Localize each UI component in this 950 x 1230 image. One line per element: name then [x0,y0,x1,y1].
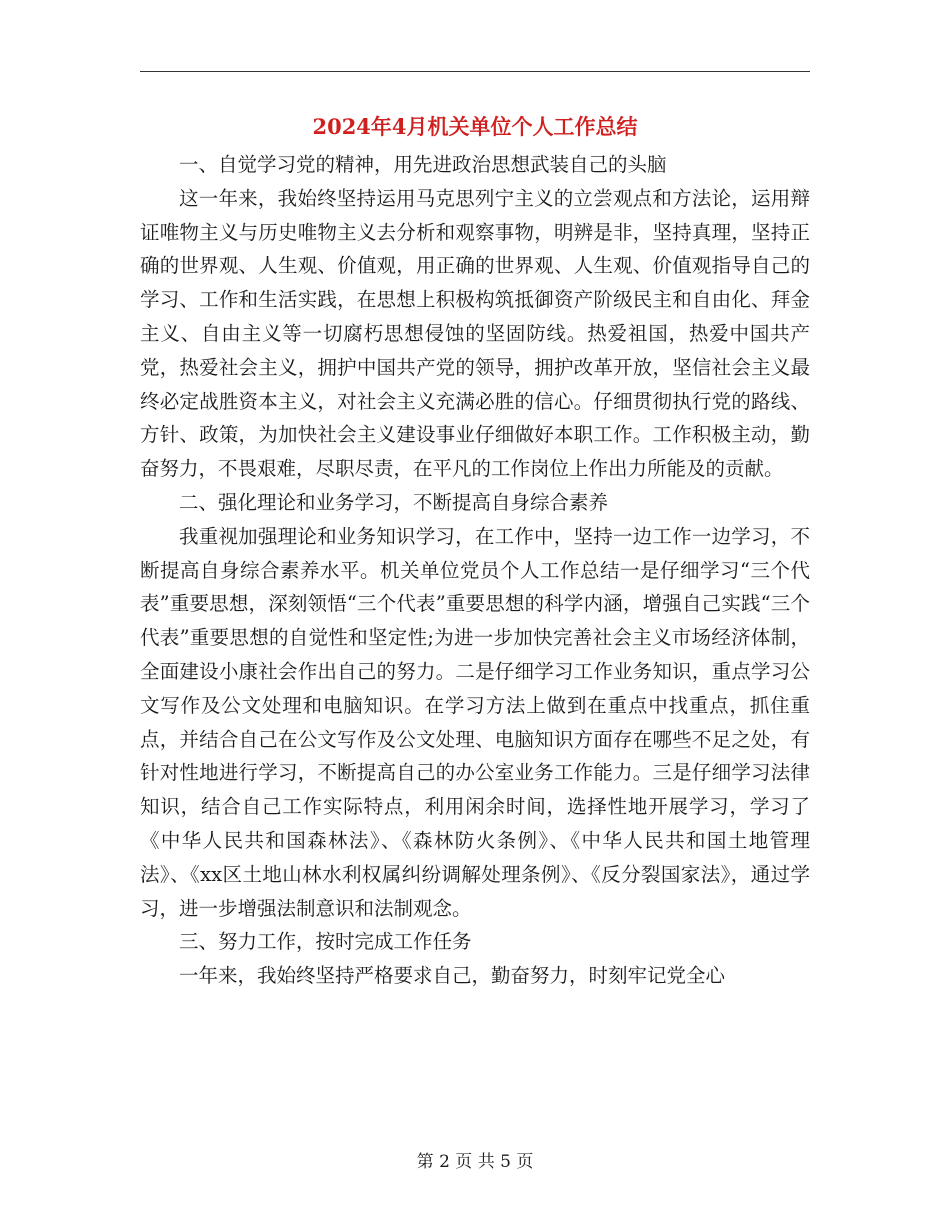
body-paragraph-3: 一年来，我始终坚持严格要求自己，勤奋努力，时刻牢记党全心 [179,964,726,988]
body-paragraph-1: 这一年来，我始终坚持运用马克思列宁主义的立尝观点和方法论，运用辩证唯物主义与历史唯物主义去分析和观察事物，明辨是非，坚持真理，坚持正确的世界观、人生观、价值观，用正确的世界观、人生观、价值观指导自己的学习、工作和生活实践，在思想上积极构筑抵御资产阶级民主和自由化、拜金主义、自由主义等一切腐朽思想侵蚀的坚固防线。热爱祖国，热爱中国共产党，热爱社会主义，拥护中国共产党的领导，拥护改革开放，坚信社会主义最终必定战胜资本主义，对社会主义充满必胜的信心。仔细贯彻执行党的路线、方针、政策，为加快社会主义建设事业仔细做好本职工作。工作积极主动，勤奋努力，不畏艰难，尽职尽责，在平凡的工作岗位上作出力所能及的贡献。 [140,186,810,481]
body-paragraph-2: 我重视加强理论和业务知识学习，在工作中，坚持一边工作一边学习，不断提高自身综合素养水平。机关单位党员个人工作总结一是仔细学习“三个代表”重要思想，深刻领悟“三个代表”重要思想的科学内涵，增强自己实践“三个代表”重要思想的自觉性和坚定性;为进一步加快完善社会主义市场经济体制，全面建设小康社会作出自己的努力。二是仔细学习工作业务知识，重点学习公文写作及公文处理和电脑知识。在学习方法上做到在重点中找重点，抓住重点，并结合自己在公文写作及公文处理、电脑知识方面存在哪些不足之处，有针对性地进行学习，不断提高自己的办公室业务工作能力。三是仔细学习法律知识，结合自己工作实际特点，利用闲余时间，选择性地开展学习，学习了《中华人民共和国森林法》、《森林防火条例》、《中华人民共和国土地管理法》、《xx区土地山林水利权属纠纷调解处理条例》、《反分裂国家法》，通过学习，进一步增强法制意识和法制观念。 [140,524,810,920]
section-heading-1: 一、自觉学习党的精神，用先进政治思想武装自己的头脑 [179,153,667,176]
page-number: 第 2 页 共 5 页 [416,1152,534,1172]
section-heading-3: 三、努力工作，按时完成工作任务 [179,930,472,954]
document-title: 2024年4月机关单位个人工作总结 [312,114,638,139]
section-heading-2: 二、强化理论和业务学习，不断提高自身综合素养 [179,490,609,514]
document-body [140,148,810,993]
header-rule [140,71,810,72]
